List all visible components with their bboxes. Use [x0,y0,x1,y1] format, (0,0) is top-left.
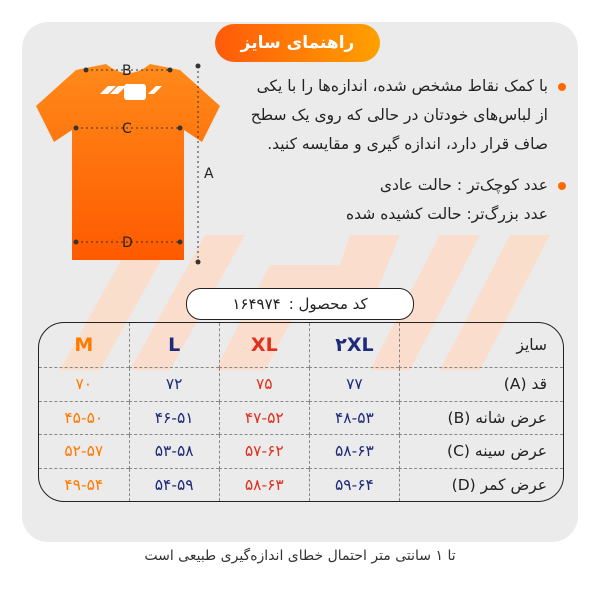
bullet-dot-icon [558,83,566,91]
row-label: عرض سینه (C) [400,435,564,469]
label-c: C [122,121,132,137]
header-cell: ۲XL [309,323,399,368]
measurement-note: تا ۱ سانتی متر احتمال خطای اندازه‌گیری طبیعی است [144,548,456,564]
product-code-badge [186,288,414,320]
table-cell: ۴۸-۵۳ [309,401,399,435]
table-row [39,368,563,402]
table-row [39,401,563,435]
table-cell: ۴۹-۵۴ [39,468,129,501]
instruction-item [240,72,568,159]
table-cell: ۵۳-۵۸ [129,435,219,469]
size-table [38,322,564,502]
table-cell: ۵۹-۶۴ [309,468,399,501]
bullet-dot-icon [558,182,566,190]
row-label: عرض کمر (D) [400,468,564,501]
product-code-value: ۱۶۴۹۷۴ [232,295,281,313]
measurement-instructions [240,72,568,229]
label-b: B [122,63,132,79]
instruction-text: عدد کوچک‌تر : حالت عادی [379,176,548,194]
table-cell: ۷۵ [219,368,309,402]
header-cell: XL [219,323,309,368]
product-code-label: کد محصول : [288,295,368,313]
header-cell: سایز [400,323,564,368]
header-cell: M [39,323,129,368]
table-cell: ۴۶-۵۱ [129,401,219,435]
label-d: D [122,235,133,251]
table-cell: ۷۰ [39,368,129,402]
table-cell: ۵۸-۶۳ [309,435,399,469]
table-cell: ۵۷-۶۲ [219,435,309,469]
tshirt-diagram [28,56,228,276]
table-cell: ۴۷-۵۲ [219,401,309,435]
label-a: A [204,166,214,182]
instruction-text: عدد بزرگ‌تر: حالت کشیده شده [346,205,548,223]
table-cell: ۵۲-۵۷ [39,435,129,469]
row-label: قد (A) [400,368,564,402]
instruction-text: با کمک نقاط مشخص شده، اندازه‌ها را با یکی از لباس‌های خودتان در حالی که روی یک سطح صاف قرار دارد، اندازه گیری و مقایسه کنید. [250,77,548,153]
table-cell: ۴۵-۵۰ [39,401,129,435]
row-label: عرض شانه (B) [400,401,564,435]
table-cell: ۵۸-۶۳ [219,468,309,501]
table-row [39,468,563,501]
table-cell: ۷۲ [129,368,219,402]
table-cell: ۷۷ [309,368,399,402]
table-row [39,435,563,469]
header-cell: L [129,323,219,368]
table-cell: ۵۴-۵۹ [129,468,219,501]
table-header-row [39,323,563,368]
size-guide-title: راهنمای سایز [215,24,380,62]
instruction-item [240,171,568,229]
